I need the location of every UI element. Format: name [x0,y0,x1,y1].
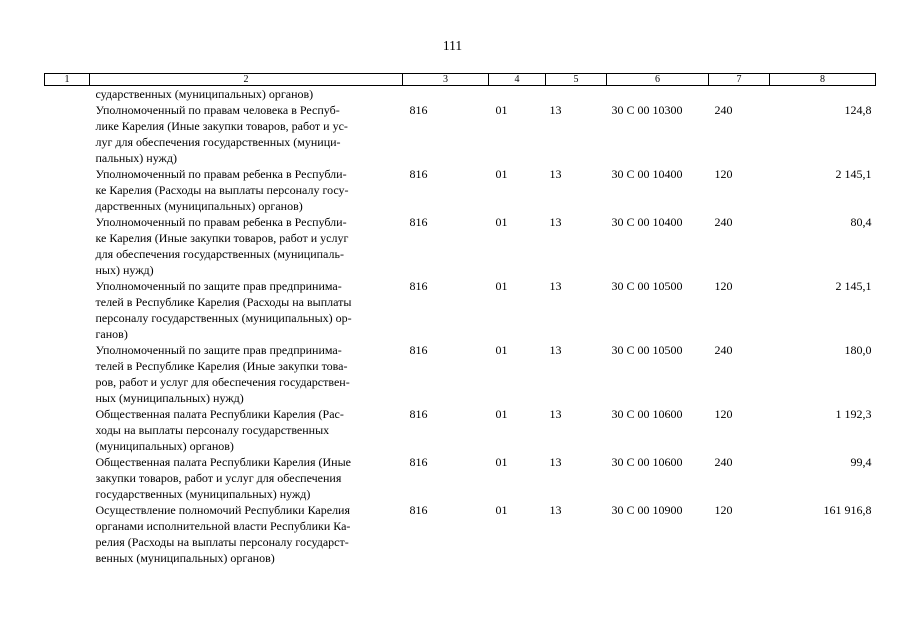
row-name: Осуществление полномочий Республики Карелия органами исполнительной власти Республики Ка- релия (Расходы на выплаты персоналу государст- венных (муниципальных) органов) [95,503,351,565]
row-expense-type: 240 [714,455,733,469]
row-sum: 161 916,8 [823,503,872,517]
page-number: 111 [442,38,463,53]
table-row [45,166,876,214]
row-target-article: 30 С 00 10900 [611,503,683,517]
row-subsection: 13 [549,215,562,229]
table-row [45,406,876,454]
row-name: Уполномоченный по правам ребенка в Республи- ке Карелия (Расходы на выплаты персоналу госу- дарственных (муниципальных) органов) [95,167,349,213]
row-sum: 2 145,1 [835,279,872,293]
row-gr-code: 816 [409,167,428,181]
row-gr-code: 816 [409,103,428,117]
row-name: Общественная палата Республики Карелия (Рас- ходы на выплаты персоналу государственных (муниципальных) органов) [95,407,344,453]
column-header-8: 8 [770,74,876,86]
row-name: Уполномоченный по защите прав предпринима- телей в Республике Карелия (Расходы на выплаты персоналу государственных (муниципальных) ор- ганов) [95,279,352,341]
row-name: Общественная палата Республики Карелия (Иные закупки товаров, работ и услуг для обеспечения государственных (муниципальных) нужд) [95,455,351,501]
row-expense-type: 120 [714,279,733,293]
column-header-7: 7 [709,74,770,86]
row-section: 01 [495,503,508,517]
row-index-cell [45,454,90,502]
row-index-cell [45,342,90,406]
row-sum: 2 145,1 [835,167,872,181]
row-expense-type: 240 [714,215,733,229]
row-index-cell [45,406,90,454]
table-row [45,502,876,566]
row-gr-code: 816 [409,407,428,421]
table-header-row [45,74,876,86]
row-section: 01 [495,343,508,357]
row-target-article: 30 С 00 10500 [611,279,683,293]
row-gr-code: 816 [409,503,428,517]
row-name: Уполномоченный по защите прав предпринима- телей в Республике Карелия (Иные закупки това- ров, работ и услуг для обеспечения государствен- ных (муниципальных) нужд) [95,343,350,405]
row-section: 01 [495,167,508,181]
row-index-cell [45,502,90,566]
column-header-1: 1 [45,74,90,86]
row-subsection: 13 [549,343,562,357]
row-expense-type: 240 [714,343,733,357]
table-row [45,214,876,278]
row-sum: 80,4 [850,215,872,229]
column-header-5: 5 [546,74,607,86]
row-sum: 1 192,3 [835,407,872,421]
row-gr-code: 816 [409,215,428,229]
row-target-article: 30 С 00 10400 [611,167,683,181]
row-expense-type: 120 [714,167,733,181]
row-gr-code: 816 [409,279,428,293]
row-section: 01 [495,279,508,293]
row-sum: 124,8 [844,103,872,117]
row-section: 01 [495,215,508,229]
row-target-article: 30 С 00 10600 [611,455,683,469]
row-subsection: 13 [549,455,562,469]
column-header-3: 3 [403,74,489,86]
row-subsection: 13 [549,167,562,181]
row-target-article: 30 С 00 10500 [611,343,683,357]
row-name: Уполномоченный по правам ребенка в Республи- ке Карелия (Иные закупки товаров, работ и услуг для обеспечения государственных (муниципаль- ных) нужд) [95,215,349,277]
row-index-cell [45,102,90,166]
row-expense-type: 240 [714,103,733,117]
row-target-article: 30 С 00 10400 [611,215,683,229]
table-row [45,454,876,502]
table-row [45,102,876,166]
row-subsection: 13 [549,503,562,517]
column-header-2: 2 [90,74,403,86]
column-header-4: 4 [489,74,546,86]
table-row [45,342,876,406]
row-sum: 180,0 [844,343,872,357]
row-section: 01 [495,455,508,469]
row-subsection: 13 [549,279,562,293]
row-gr-code: 816 [409,455,428,469]
row-expense-type: 120 [714,503,733,517]
row-section: 01 [495,103,508,117]
row-target-article: 30 С 00 10300 [611,103,683,117]
row-sum: 99,4 [850,455,872,469]
table-row-continuation [45,86,876,103]
row-target-article: 30 С 00 10600 [611,407,683,421]
row-section: 01 [495,407,508,421]
row-index-cell [45,278,90,342]
column-header-6: 6 [607,74,709,86]
row-expense-type: 120 [714,407,733,421]
row-name: Уполномоченный по правам человека в Респуб- лике Карелия (Иные закупки товаров, работ и ус- луг для обеспечения государственных (муници- пальных) нужд) [95,103,348,165]
row-subsection: 13 [549,407,562,421]
budget-table [44,73,876,566]
table-row [45,278,876,342]
row-name-continuation: сударственных (муниципальных) органов) [95,87,314,101]
row-index-cell [45,214,90,278]
row-index-cell [45,166,90,214]
row-gr-code: 816 [409,343,428,357]
row-subsection: 13 [549,103,562,117]
